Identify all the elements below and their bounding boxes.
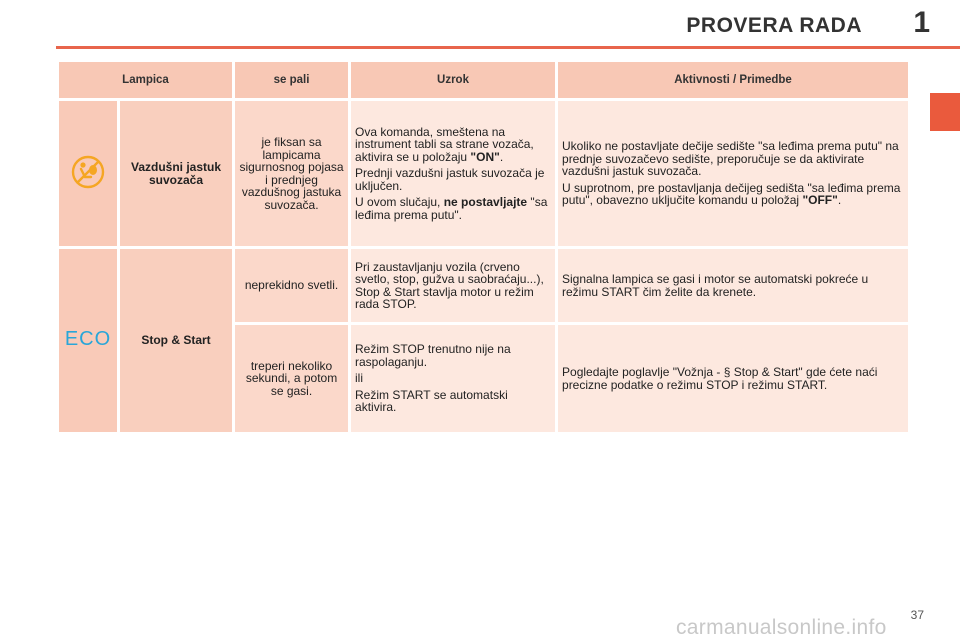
note-airbag-off-value: "OFF" [802, 193, 838, 208]
note-airbag-p2-text: U suprotnom, pre postavljanja dečijeg sedišta "sa leđima prema putu", obavezno uključite komandu u položaj [562, 180, 901, 208]
cause-airbag-p3-end: "sa leđima prema putu". [355, 195, 548, 222]
col-header-lamp: Lampica [59, 62, 232, 98]
lamp-name-stopstart: Stop & Start [120, 246, 232, 432]
note-stopstart-1: Signalna lampica se gasi i motor se automatski pokreće u režimu START čim želite da krenete. [558, 246, 908, 322]
cause-airbag-p3 [355, 196, 551, 221]
chapter-number: 1 [913, 6, 930, 39]
cause-airbag-p1-text: Ova komanda, smeštena na instrument tabli sa strane vozača, aktivira se u položaju [355, 124, 534, 164]
on-stopstart-1: neprekidno svetli. [235, 246, 348, 322]
cause-stopstart-2-p2: ili [355, 371, 364, 386]
cause-airbag-p1 [355, 126, 551, 164]
note-airbag-p2-end: . [837, 193, 842, 208]
col-header-action: Aktivnosti / Primedbe [558, 62, 908, 98]
page-title: PROVERA RADA [686, 14, 862, 37]
eco-icon: ECO [64, 328, 112, 351]
cause-stopstart-2-p3: Režim START se automatski aktivira. [355, 387, 508, 415]
page-number: 37 [910, 608, 924, 622]
airbag-icon-cell [59, 98, 117, 246]
cause-airbag-on-value: "ON" [470, 149, 500, 164]
cause-airbag-p3-text: U ovom slučaju, [355, 195, 444, 210]
cause-airbag-p1-end: . [499, 149, 504, 164]
cause-stopstart-1-p1: Pri zaustavljanju vozila (crveno svetlo, stop, gužva u saobraćaju...), Stop & Start stavlja motor u režim rada STOP. [355, 259, 544, 311]
col-header-cause: Uzrok [351, 62, 555, 98]
warning-lamps-table [56, 62, 911, 432]
cause-airbag-warning: ne postavljajte [443, 195, 528, 210]
airbag-off-icon [71, 155, 105, 189]
eco-icon-cell [59, 246, 117, 432]
chapter-tab [930, 93, 960, 131]
note-airbag-p2 [562, 182, 904, 207]
on-airbag: je fiksan sa lampicama sigurnosnog pojasa i prednjeg vazdušnog jastuka suvozača. [235, 98, 348, 246]
on-stopstart-2: treperi nekoliko sekundi, a potom se gasi. [235, 322, 348, 432]
table-row-stopstart-1 [59, 246, 908, 322]
note-airbag-p1: Ukoliko ne postavljate dečije sedište "sa leđima prema putu" na prednje suvozačevo sedište, preporučuje se da aktivirate vazdušni jastuk suvozača. [562, 139, 899, 179]
cause-airbag-p2: Prednji vazdušni jastuk suvozača je uključen. [355, 166, 545, 193]
col-header-on: se pali [235, 62, 348, 98]
note-airbag [558, 98, 908, 246]
table-row-airbag [59, 98, 908, 246]
cause-stopstart-2-p1: Režim STOP trenutno nije na raspolaganju. [355, 342, 511, 369]
lamp-name-airbag: Vazdušni jastuk suvozača [120, 98, 232, 246]
cause-airbag [351, 98, 555, 246]
watermark: carmanualsonline.info [676, 616, 887, 639]
note-stopstart-2: Pogledajte poglavlje "Vožnja - § Stop & Start" gde ćete naći precizne podatke o režimu STOP i režimu START. [558, 322, 908, 432]
table-header-row [59, 62, 908, 98]
header-rule [56, 46, 960, 49]
cause-stopstart-1 [351, 246, 555, 322]
cause-stopstart-2 [351, 322, 555, 432]
